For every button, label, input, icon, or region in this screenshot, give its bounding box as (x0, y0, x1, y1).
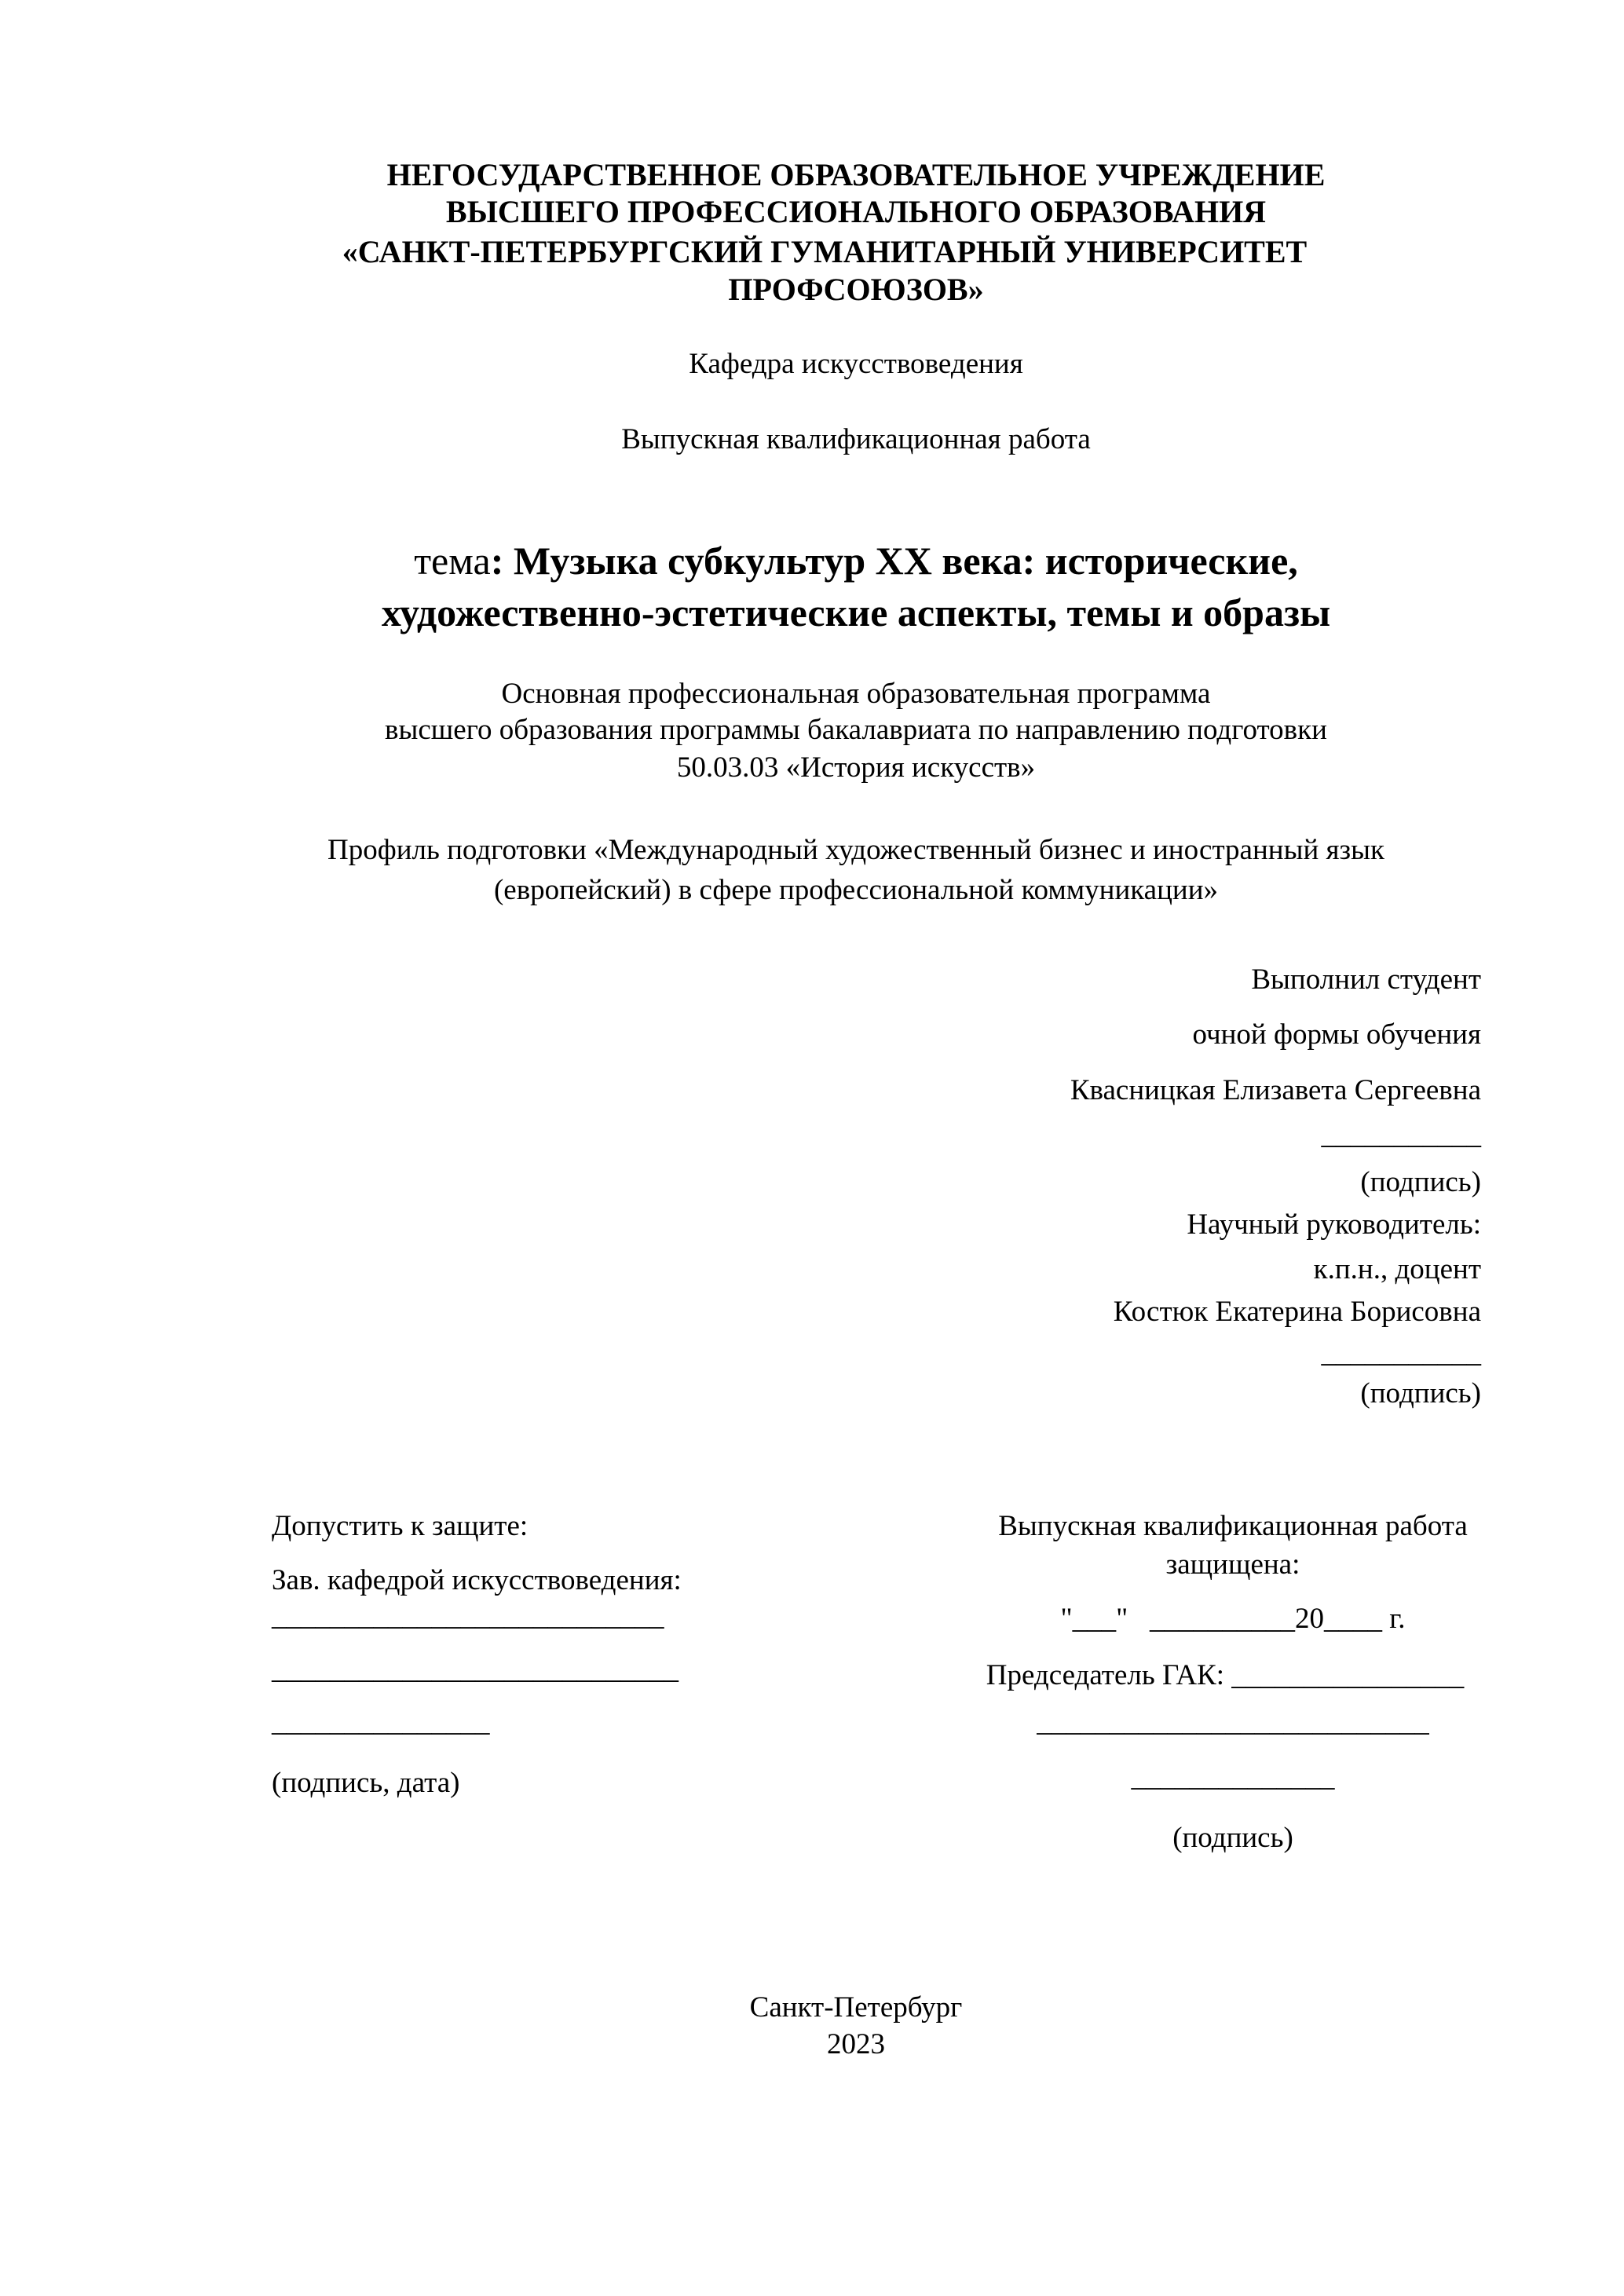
supervisor-signature-caption: (подпись) (1360, 1377, 1481, 1409)
program-line-3: 50.03.03 «История искусств» (676, 751, 1036, 784)
defense-line-1: Выпускная квалификационная работа (998, 1510, 1468, 1542)
profile-line-1: Профиль подготовки «Международный художественный бизнес и иностранный язык (327, 834, 1384, 866)
department: Кафедра искусствоведения (689, 348, 1023, 380)
year: 2023 (827, 2028, 885, 2060)
defense-line-4: ______________ (1131, 1760, 1335, 1793)
city: Санкт-Петербург (749, 1991, 963, 2024)
topic-line-1 (0, 537, 1624, 584)
admission-caption: (подпись, дата) (272, 1767, 460, 1799)
program-line-1: Основная профессиональная образовательная программа (501, 678, 1211, 710)
supervisor-degree: к.п.н., доцент (1313, 1253, 1481, 1285)
topic-prefix: тема (414, 539, 491, 583)
admission-line-2: ____________________________ (272, 1653, 678, 1685)
institution-line-4: ПРОФСОЮЗОВ» (728, 272, 984, 307)
student-label: Выполнил студент (1251, 963, 1481, 996)
defense-line-2: защищена: (1165, 1548, 1300, 1581)
gak-chair: Председатель ГАК: ________________ (986, 1659, 1465, 1691)
student-signature-line: ___________ (1321, 1118, 1481, 1150)
institution-line-3: «САНКТ-ПЕТЕРБУРГСКИЙ ГУМАНИТАРНЫЙ УНИВЕРСИТЕТ (342, 234, 1308, 269)
supervisor-signature-line: ___________ (1321, 1336, 1481, 1369)
admission-line-3: _______________ (272, 1706, 490, 1738)
department-head-label: Зав. кафедрой искусствоведения: (272, 1564, 682, 1596)
work-type: Выпускная квалификационная работа (621, 423, 1091, 455)
topic-line-2: художественно-эстетические аспекты, темы и образы (381, 590, 1331, 634)
program-line-2: высшего образования программы бакалавриата по направлению подготовки (385, 714, 1327, 746)
supervisor-label: Научный руководитель: (1187, 1208, 1481, 1241)
institution-line-1: НЕГОСУДАРСТВЕННОЕ ОБРАЗОВАТЕЛЬНОЕ УЧРЕЖДЕНИЕ (386, 157, 1326, 192)
institution-line-2: ВЫСШЕГО ПРОФЕССИОНАЛЬНОГО ОБРАЗОВАНИЯ (445, 194, 1267, 229)
student-form: очной формы обучения (1192, 1018, 1481, 1051)
supervisor-name: Костюк Екатерина Борисовна (1113, 1296, 1481, 1328)
admission-label: Допустить к защите: (272, 1510, 529, 1542)
defense-caption: (подпись) (1172, 1822, 1293, 1854)
defense-date: "___" __________20____ г. (1060, 1603, 1406, 1635)
student-signature-caption: (подпись) (1360, 1166, 1481, 1198)
profile-line-2: (европейский) в сфере профессиональной коммуникации» (493, 874, 1219, 906)
student-name: Квасницкая Елизавета Сергеевна (1070, 1074, 1481, 1106)
defense-line-3: ___________________________ (1037, 1706, 1429, 1738)
topic-title: : Музыка субкультур XX века: исторические, (490, 539, 1298, 583)
admission-line-1: ___________________________ (272, 1600, 664, 1632)
